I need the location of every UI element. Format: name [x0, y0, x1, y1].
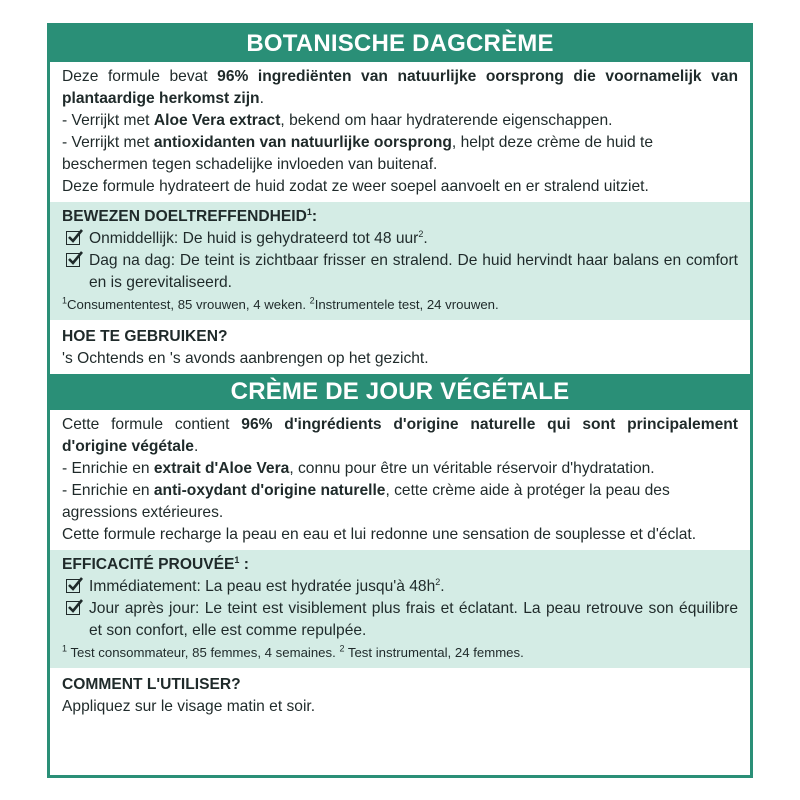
fr-note1: Test consommateur, 85 femmes, 4 semaines. — [67, 645, 340, 660]
nl-efficacy-heading-text: BEWEZEN DOELTREFFENDHEID — [62, 208, 307, 225]
fr-bullet1-post: , connu pour être un véritable réservoir d'hydratation. — [289, 460, 655, 477]
fr-bullet1-bold: extrait d'Aloe Vera — [153, 460, 290, 477]
nl-bullet1-post: , bekend om haar hydraterende eigenschappen. — [280, 112, 613, 129]
fr-usage-text: Appliquez sur le visage matin et soir. — [62, 698, 316, 715]
fr-usage — [50, 668, 750, 722]
checkbox-checked-icon — [66, 579, 80, 593]
nl-bullet2-pre: - Verrijkt met — [62, 134, 154, 151]
checkbox-checked-icon — [66, 231, 80, 245]
fr-bullet2-pre: - Enrichie en — [62, 482, 154, 499]
fr-bullet-antioxidant — [62, 480, 738, 524]
nl-bullet-aloe — [62, 110, 738, 132]
nl-closing: Deze formule hydrateert de huid zodat ze weer soepel aanvoelt en er stralend uitziet. — [62, 178, 649, 195]
nl-item1-text: Onmiddellijk: De huid is gehydrateerd tot 48 uur — [89, 230, 419, 247]
nl-usage-heading: HOE TE GEBRUIKEN? — [62, 328, 228, 345]
fr-note-sup1: 1 — [62, 643, 68, 654]
nl-description — [50, 62, 750, 202]
fr-efficacy-panel — [50, 550, 750, 668]
product-label — [47, 23, 753, 778]
fr-efficacy-footnote — [62, 642, 738, 664]
fr-description — [50, 410, 750, 550]
fr-bullet2-bold: anti-oxydant d'origine naturelle — [153, 482, 386, 499]
nl-intro-post: . — [259, 90, 264, 107]
nl-efficacy-item — [62, 228, 738, 250]
fr-efficacy-item-text — [89, 576, 738, 598]
nl-efficacy-footnote — [62, 294, 738, 316]
nl-bullet1-bold: Aloe Vera extract — [153, 112, 281, 129]
fr-item2-text: Jour après jour: Le teint est visiblement plus frais et éclatant. La peau retrouve son équilibre et son confort, elle est comme repulpée. — [89, 600, 738, 639]
nl-usage-text: 's Ochtends en 's avonds aanbrengen op het gezicht. — [62, 350, 429, 367]
nl-note-sup2: 2 — [309, 295, 315, 306]
nl-efficacy-item-text — [89, 228, 738, 250]
fr-intro — [62, 414, 738, 458]
nl-efficacy-heading-sup: 1 — [306, 206, 312, 217]
fr-intro-bold: 96% d'ingrédients d'origine naturelle qui sont principalement d'origine végétale — [62, 416, 738, 455]
nl-efficacy-heading-suffix: : — [311, 208, 318, 225]
nl-bullet1-pre: - Verrijkt met — [62, 112, 154, 129]
fr-item1-text: Immédiatement: La peau est hydratée jusqu'à 48h — [89, 578, 436, 595]
fr-efficacy-heading-suffix: : — [239, 556, 249, 573]
fr-note2: Test instrumental, 24 femmes. — [344, 645, 524, 660]
nl-item1-suffix: . — [423, 230, 428, 247]
fr-item1-suffix: . — [440, 578, 445, 595]
fr-intro-pre: Cette formule contient — [62, 416, 242, 433]
fr-note-sup2: 2 — [339, 643, 345, 654]
nl-note2: Instrumentele test, 24 vrouwen. — [314, 297, 499, 312]
nl-efficacy-panel — [50, 202, 750, 320]
nl-efficacy-heading — [62, 206, 738, 228]
nl-item2-text: Dag na dag: De teint is zichtbaar frisser en stralend. De huid hervindt haar balans en comfort en is gerevitaliseerd. — [89, 252, 738, 291]
checkbox-checked-icon — [66, 253, 80, 267]
nl-intro-pre: Deze formule bevat — [62, 68, 218, 85]
fr-bullet2-post: , cette crème aide à protéger la peau des agressions extérieures. — [62, 482, 670, 521]
nl-note-sup1: 1 — [62, 295, 68, 306]
fr-item1-sup: 2 — [435, 576, 441, 587]
nl-title: BOTANISCHE DAGCRÈME — [50, 26, 750, 62]
checkbox-checked-icon — [66, 601, 80, 615]
nl-item1-sup: 2 — [418, 228, 424, 239]
fr-efficacy-item — [62, 598, 738, 642]
nl-bullet2-post: , helpt deze crème de huid te beschermen tegen schadelijke invloeden van buitenaf. — [62, 134, 654, 173]
nl-intro-bold: 96% ingrediënten van natuurlijke oorsprong die voornamelijk van plantaardige herkomst zijn — [62, 68, 739, 107]
fr-efficacy-heading-sup: 1 — [234, 554, 240, 565]
fr-efficacy-heading — [62, 554, 738, 576]
fr-usage-heading: COMMENT L'UTILISER? — [62, 676, 241, 693]
nl-bullet-antioxidants — [62, 132, 738, 176]
fr-title: CRÈME DE JOUR VÉGÉTALE — [50, 374, 750, 410]
fr-intro-post: . — [193, 438, 199, 455]
fr-efficacy-item — [62, 576, 738, 598]
nl-usage — [50, 320, 750, 374]
fr-efficacy-heading-text: EFFICACITÉ PROUVÉE — [62, 556, 235, 573]
nl-efficacy-item — [62, 250, 738, 294]
nl-note1: Consumententest, 85 vrouwen, 4 weken. — [67, 297, 310, 312]
fr-bullet-aloe — [62, 458, 738, 480]
fr-bullet1-pre: - Enrichie en — [62, 460, 154, 477]
nl-bullet2-bold: antioxidanten van natuurlijke oorsprong — [153, 134, 452, 151]
nl-intro — [62, 66, 738, 110]
fr-closing: Cette formule recharge la peau en eau et lui redonne une sensation de souplesse et d'éclat. — [62, 526, 697, 543]
